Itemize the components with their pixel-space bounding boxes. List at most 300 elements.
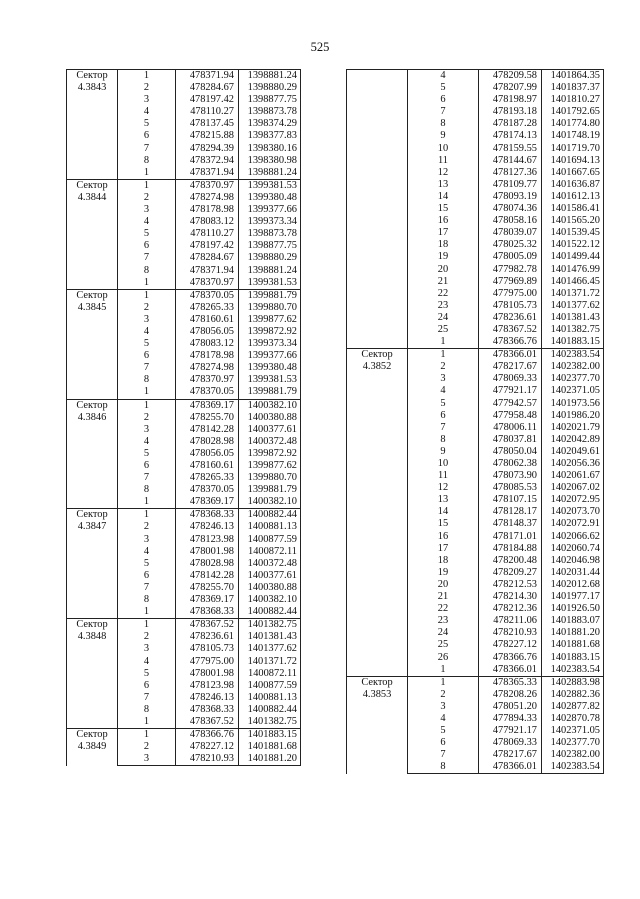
sector-code: 4.3845 [77,301,107,313]
point-number-cell: 1 [118,619,176,632]
point-number-cell: 1 [408,664,479,677]
point-number-cell: 2 [118,82,176,94]
y-coordinate-cell: 1401586.41 [542,203,604,215]
y-coordinate-cell: 1402067.02 [542,482,604,494]
x-coordinate-cell: 478371.94 [176,167,239,180]
y-coordinate-cell: 1400372.48 [239,436,301,448]
point-number-cell: 7 [408,422,479,434]
x-coordinate-cell: 478110.27 [176,228,239,240]
x-coordinate-cell: 478210.93 [479,627,542,639]
x-coordinate-cell: 478284.67 [176,82,239,94]
sector-cell [347,676,408,774]
sector-label: Сектор [76,289,108,301]
point-number-cell: 7 [408,106,479,118]
x-coordinate-cell: 478105.73 [479,300,542,312]
x-coordinate-cell: 478367.52 [176,619,239,632]
y-coordinate-cell: 1401612.13 [542,191,604,203]
point-number-cell: 1 [408,349,479,362]
point-number-cell: 1 [118,386,176,399]
point-number-cell: 4 [118,436,176,448]
x-coordinate-cell: 478056.05 [176,326,239,338]
point-number-cell: 6 [118,570,176,582]
point-number-cell: 2 [118,412,176,424]
x-coordinate-cell: 478197.42 [176,240,239,252]
x-coordinate-cell: 478062.38 [479,458,542,470]
x-coordinate-cell: 478193.18 [479,106,542,118]
x-coordinate-cell: 478073.90 [479,470,542,482]
y-coordinate-cell: 1398380.16 [239,143,301,155]
y-coordinate-cell: 1401382.75 [542,324,604,336]
y-coordinate-cell: 1402049.61 [542,446,604,458]
y-coordinate-cell: 1398380.98 [239,155,301,167]
y-coordinate-cell: 1399877.62 [239,314,301,326]
y-coordinate-cell: 1400382.10 [239,496,301,509]
sector-label: Сектор [76,729,108,741]
sector-label: Сектор [76,399,108,411]
table-row [67,289,301,302]
x-coordinate-cell: 478265.33 [176,472,239,484]
x-coordinate-cell: 478110.27 [176,106,239,118]
y-coordinate-cell: 1402061.67 [542,470,604,482]
y-coordinate-cell: 1400877.59 [239,534,301,546]
point-number-cell: 8 [118,594,176,606]
x-coordinate-cell: 478366.01 [479,349,542,362]
x-coordinate-cell: 478227.12 [176,741,239,753]
y-coordinate-cell: 1399872.92 [239,326,301,338]
y-coordinate-cell: 1400872.11 [239,668,301,680]
point-number-cell: 8 [118,704,176,716]
point-number-cell: 5 [408,725,479,737]
x-coordinate-cell: 478274.98 [176,192,239,204]
y-coordinate-cell: 1401881.20 [239,753,301,766]
point-number-cell: 8 [118,155,176,167]
y-coordinate-cell: 1401667.65 [542,167,604,179]
point-number-cell: 1 [118,606,176,619]
x-coordinate-cell: 478368.33 [176,606,239,619]
y-coordinate-cell: 1401377.62 [542,300,604,312]
y-coordinate-cell: 1401883.15 [542,336,604,349]
x-coordinate-cell: 478370.97 [176,374,239,386]
x-coordinate-cell: 478109.77 [479,179,542,191]
y-coordinate-cell: 1402377.70 [542,737,604,749]
sector-cell [67,399,118,509]
y-coordinate-cell: 1402382.00 [542,361,604,373]
point-number-cell: 1 [118,729,176,742]
y-coordinate-cell: 1400872.11 [239,546,301,558]
sector-code: 4.3849 [77,741,107,753]
sector-label: Сектор [361,349,393,361]
x-coordinate-cell: 477975.00 [479,288,542,300]
point-number-cell: 7 [118,472,176,484]
point-number-cell: 3 [118,424,176,436]
x-coordinate-cell: 478366.01 [479,664,542,677]
y-coordinate-cell: 1399373.34 [239,216,301,228]
x-coordinate-cell: 478107.15 [479,494,542,506]
y-coordinate-cell: 1401977.17 [542,591,604,603]
y-coordinate-cell: 1402046.98 [542,555,604,567]
table-row [67,619,301,632]
point-number-cell: 2 [118,631,176,643]
x-coordinate-cell: 478058.16 [479,215,542,227]
sector-cell [67,179,118,289]
x-coordinate-cell: 478366.76 [176,729,239,742]
y-coordinate-cell: 1401371.72 [239,656,301,668]
x-coordinate-cell: 478198.97 [479,94,542,106]
point-number-cell: 12 [408,167,479,179]
y-coordinate-cell: 1401774.80 [542,118,604,130]
point-number-cell: 9 [408,130,479,142]
point-number-cell: 3 [408,373,479,385]
table-row [347,676,604,689]
y-coordinate-cell: 1400382.10 [239,594,301,606]
point-number-cell: 7 [118,362,176,374]
y-coordinate-cell: 1401694.13 [542,155,604,167]
sector-cell [67,619,118,729]
point-number-cell: 8 [118,265,176,277]
x-coordinate-cell: 478093.19 [479,191,542,203]
point-number-cell: 18 [408,239,479,251]
y-coordinate-cell: 1402883.98 [542,676,604,689]
point-number-cell: 13 [408,179,479,191]
y-coordinate-cell: 1400382.10 [239,399,301,412]
point-number-cell: 4 [408,70,479,83]
x-coordinate-cell: 478214.30 [479,591,542,603]
y-coordinate-cell: 1399381.53 [239,374,301,386]
point-number-cell: 14 [408,191,479,203]
y-coordinate-cell: 1398880.29 [239,252,301,264]
point-number-cell: 6 [118,240,176,252]
y-coordinate-cell: 1402042.89 [542,434,604,446]
x-coordinate-cell: 478371.94 [176,70,239,83]
sector-cell [67,70,118,180]
point-number-cell: 4 [118,326,176,338]
point-number-cell: 10 [408,458,479,470]
x-coordinate-cell: 478160.61 [176,314,239,326]
point-number-cell: 22 [408,288,479,300]
x-coordinate-cell: 478367.52 [479,324,542,336]
point-number-cell: 25 [408,324,479,336]
point-number-cell: 1 [118,277,176,290]
x-coordinate-cell: 478368.33 [176,704,239,716]
point-number-cell: 1 [118,509,176,522]
y-coordinate-cell: 1399881.79 [239,484,301,496]
point-number-cell: 2 [408,689,479,701]
point-number-cell: 19 [408,251,479,263]
table-row [67,729,301,742]
point-number-cell: 1 [118,167,176,180]
point-number-cell: 11 [408,155,479,167]
y-coordinate-cell: 1400882.44 [239,606,301,619]
point-number-cell: 2 [118,302,176,314]
point-number-cell: 21 [408,276,479,288]
table-row [67,179,301,192]
point-number-cell: 5 [408,82,479,94]
x-coordinate-cell: 478236.61 [176,631,239,643]
y-coordinate-cell: 1399373.34 [239,338,301,350]
x-coordinate-cell: 478085.53 [479,482,542,494]
point-number-cell: 13 [408,494,479,506]
sector-code: 4.3847 [77,521,107,533]
x-coordinate-cell: 478051.20 [479,701,542,713]
y-coordinate-cell: 1401973.56 [542,398,604,410]
point-number-cell: 1 [118,179,176,192]
point-number-cell: 20 [408,579,479,591]
y-coordinate-cell: 1401466.45 [542,276,604,288]
point-number-cell: 5 [118,118,176,130]
y-coordinate-cell: 1401371.72 [542,288,604,300]
point-number-cell: 5 [118,338,176,350]
y-coordinate-cell: 1401881.68 [542,639,604,651]
point-number-cell: 1 [118,70,176,83]
x-coordinate-cell: 478159.55 [479,143,542,155]
y-coordinate-cell: 1401476.99 [542,264,604,276]
point-number-cell: 8 [408,434,479,446]
sector-label: Сектор [361,676,393,688]
x-coordinate-cell: 478369.17 [176,399,239,412]
y-coordinate-cell: 1398881.24 [239,265,301,277]
point-number-cell: 1 [408,676,479,689]
y-coordinate-cell: 1402371.05 [542,725,604,737]
sector-label: Сектор [76,619,108,631]
sector-cell [347,349,408,677]
x-coordinate-cell: 478187.28 [479,118,542,130]
y-coordinate-cell: 1400377.61 [239,424,301,436]
x-coordinate-cell: 478274.98 [176,362,239,374]
x-coordinate-cell: 478369.17 [176,496,239,509]
point-number-cell: 4 [408,713,479,725]
y-coordinate-cell: 1401864.35 [542,70,604,83]
point-number-cell: 24 [408,312,479,324]
point-number-cell: 2 [118,741,176,753]
y-coordinate-cell: 1401837.37 [542,82,604,94]
x-coordinate-cell: 478160.61 [176,460,239,472]
x-coordinate-cell: 478006.11 [479,422,542,434]
y-coordinate-cell: 1399377.66 [239,204,301,216]
point-number-cell: 5 [118,448,176,460]
y-coordinate-cell: 1401883.15 [542,652,604,664]
x-coordinate-cell: 478369.17 [176,594,239,606]
x-coordinate-cell: 478083.12 [176,338,239,350]
y-coordinate-cell: 1399881.79 [239,289,301,302]
y-coordinate-cell: 1401883.07 [542,615,604,627]
x-coordinate-cell: 477969.89 [479,276,542,288]
point-number-cell: 16 [408,215,479,227]
point-number-cell: 14 [408,506,479,518]
x-coordinate-cell: 478368.33 [176,509,239,522]
y-coordinate-cell: 1399881.79 [239,386,301,399]
x-coordinate-cell: 478370.05 [176,484,239,496]
x-coordinate-cell: 478366.76 [479,652,542,664]
y-coordinate-cell: 1401522.12 [542,239,604,251]
x-coordinate-cell: 478028.98 [176,558,239,570]
x-coordinate-cell: 478105.73 [176,643,239,655]
point-number-cell: 4 [118,106,176,118]
y-coordinate-cell: 1400380.88 [239,582,301,594]
sector-label: Сектор [76,179,108,191]
point-number-cell: 5 [118,668,176,680]
point-number-cell: 8 [118,484,176,496]
point-number-cell: 6 [118,460,176,472]
x-coordinate-cell: 478217.67 [479,749,542,761]
y-coordinate-cell: 1399381.53 [239,179,301,192]
point-number-cell: 6 [118,350,176,362]
point-number-cell: 5 [118,558,176,570]
x-coordinate-cell: 478069.33 [479,373,542,385]
x-coordinate-cell: 478210.93 [176,753,239,766]
y-coordinate-cell: 1398880.29 [239,82,301,94]
y-coordinate-cell: 1399877.62 [239,460,301,472]
x-coordinate-cell: 477894.33 [479,713,542,725]
point-number-cell: 8 [118,374,176,386]
y-coordinate-cell: 1401381.43 [542,312,604,324]
y-coordinate-cell: 1402877.82 [542,701,604,713]
x-coordinate-cell: 478370.05 [176,289,239,302]
x-coordinate-cell: 477942.57 [479,398,542,410]
point-number-cell: 3 [408,701,479,713]
x-coordinate-cell: 478284.67 [176,252,239,264]
x-coordinate-cell: 478208.26 [479,689,542,701]
x-coordinate-cell: 478074.36 [479,203,542,215]
sector-code: 4.3848 [77,631,107,643]
y-coordinate-cell: 1402870.78 [542,713,604,725]
point-number-cell: 6 [118,130,176,142]
x-coordinate-cell: 478370.97 [176,277,239,290]
table-row [67,399,301,412]
y-coordinate-cell: 1400380.88 [239,412,301,424]
point-number-cell: 16 [408,531,479,543]
x-coordinate-cell: 478366.01 [479,761,542,774]
x-coordinate-cell: 478037.81 [479,434,542,446]
y-coordinate-cell: 1401381.43 [239,631,301,643]
x-coordinate-cell: 478227.12 [479,639,542,651]
y-coordinate-cell: 1402072.95 [542,494,604,506]
y-coordinate-cell: 1402031.44 [542,567,604,579]
x-coordinate-cell: 478001.98 [176,668,239,680]
x-coordinate-cell: 478028.98 [176,436,239,448]
y-coordinate-cell: 1399377.66 [239,350,301,362]
x-coordinate-cell: 478209.27 [479,567,542,579]
x-coordinate-cell: 478365.33 [479,676,542,689]
sector-code: 4.3852 [362,361,392,373]
point-number-cell: 7 [118,252,176,264]
point-number-cell: 17 [408,227,479,239]
point-number-cell: 3 [118,643,176,655]
y-coordinate-cell: 1400882.44 [239,704,301,716]
y-coordinate-cell: 1402371.05 [542,385,604,397]
sector-cell [347,70,408,349]
point-number-cell: 9 [408,446,479,458]
point-number-cell: 3 [118,753,176,766]
y-coordinate-cell: 1400372.48 [239,558,301,570]
y-coordinate-cell: 1402073.70 [542,506,604,518]
x-coordinate-cell: 478236.61 [479,312,542,324]
y-coordinate-cell: 1402056.36 [542,458,604,470]
sector-code: 4.3843 [77,82,107,94]
point-number-cell: 6 [408,410,479,422]
x-coordinate-cell: 478211.06 [479,615,542,627]
x-coordinate-cell: 478144.67 [479,155,542,167]
x-coordinate-cell: 478207.99 [479,82,542,94]
y-coordinate-cell: 1402882.36 [542,689,604,701]
y-coordinate-cell: 1398374.29 [239,118,301,130]
point-number-cell: 3 [118,94,176,106]
x-coordinate-cell: 478142.28 [176,424,239,436]
point-number-cell: 3 [118,314,176,326]
point-number-cell: 1 [408,336,479,349]
x-coordinate-cell: 478123.98 [176,680,239,692]
x-coordinate-cell: 478171.01 [479,531,542,543]
table-row [67,509,301,522]
y-coordinate-cell: 1400881.13 [239,521,301,533]
x-coordinate-cell: 478255.70 [176,412,239,424]
x-coordinate-cell: 478370.05 [176,386,239,399]
point-number-cell: 23 [408,615,479,627]
x-coordinate-cell: 477921.17 [479,385,542,397]
y-coordinate-cell: 1399880.70 [239,302,301,314]
y-coordinate-cell: 1398881.24 [239,167,301,180]
y-coordinate-cell: 1401382.75 [239,716,301,729]
sector-code: 4.3846 [77,411,107,423]
point-number-cell: 10 [408,143,479,155]
y-coordinate-cell: 1400377.61 [239,570,301,582]
x-coordinate-cell: 478246.13 [176,692,239,704]
y-coordinate-cell: 1401986.20 [542,410,604,422]
x-coordinate-cell: 478200.48 [479,555,542,567]
x-coordinate-cell: 478246.13 [176,521,239,533]
point-number-cell: 2 [408,361,479,373]
x-coordinate-cell: 478178.98 [176,204,239,216]
x-coordinate-cell: 478148.37 [479,518,542,530]
y-coordinate-cell: 1401926.50 [542,603,604,615]
point-number-cell: 19 [408,567,479,579]
sector-label: Сектор [76,70,108,81]
x-coordinate-cell: 478212.53 [479,579,542,591]
point-number-cell: 1 [118,399,176,412]
x-coordinate-cell: 478123.98 [176,534,239,546]
point-number-cell: 25 [408,639,479,651]
x-coordinate-cell: 478265.33 [176,302,239,314]
y-coordinate-cell: 1398877.75 [239,240,301,252]
x-coordinate-cell: 478039.07 [479,227,542,239]
point-number-cell: 4 [118,656,176,668]
point-number-cell: 26 [408,652,479,664]
point-number-cell: 8 [408,761,479,774]
y-coordinate-cell: 1398881.24 [239,70,301,83]
y-coordinate-cell: 1402383.54 [542,664,604,677]
y-coordinate-cell: 1400881.13 [239,692,301,704]
point-number-cell: 4 [118,216,176,228]
point-number-cell: 1 [118,289,176,302]
x-coordinate-cell: 478367.52 [176,716,239,729]
x-coordinate-cell: 478370.97 [176,179,239,192]
x-coordinate-cell: 478294.39 [176,143,239,155]
coordinates-table-left [66,69,301,766]
point-number-cell: 23 [408,300,479,312]
point-number-cell: 1 [118,496,176,509]
point-number-cell: 21 [408,591,479,603]
point-number-cell: 8 [408,118,479,130]
point-number-cell: 7 [118,692,176,704]
table-row [347,70,604,83]
x-coordinate-cell: 478056.05 [176,448,239,460]
x-coordinate-cell: 478255.70 [176,582,239,594]
point-number-cell: 5 [408,398,479,410]
point-number-cell: 6 [408,737,479,749]
y-coordinate-cell: 1401539.45 [542,227,604,239]
y-coordinate-cell: 1399880.70 [239,472,301,484]
point-number-cell: 22 [408,603,479,615]
y-coordinate-cell: 1401499.44 [542,251,604,263]
